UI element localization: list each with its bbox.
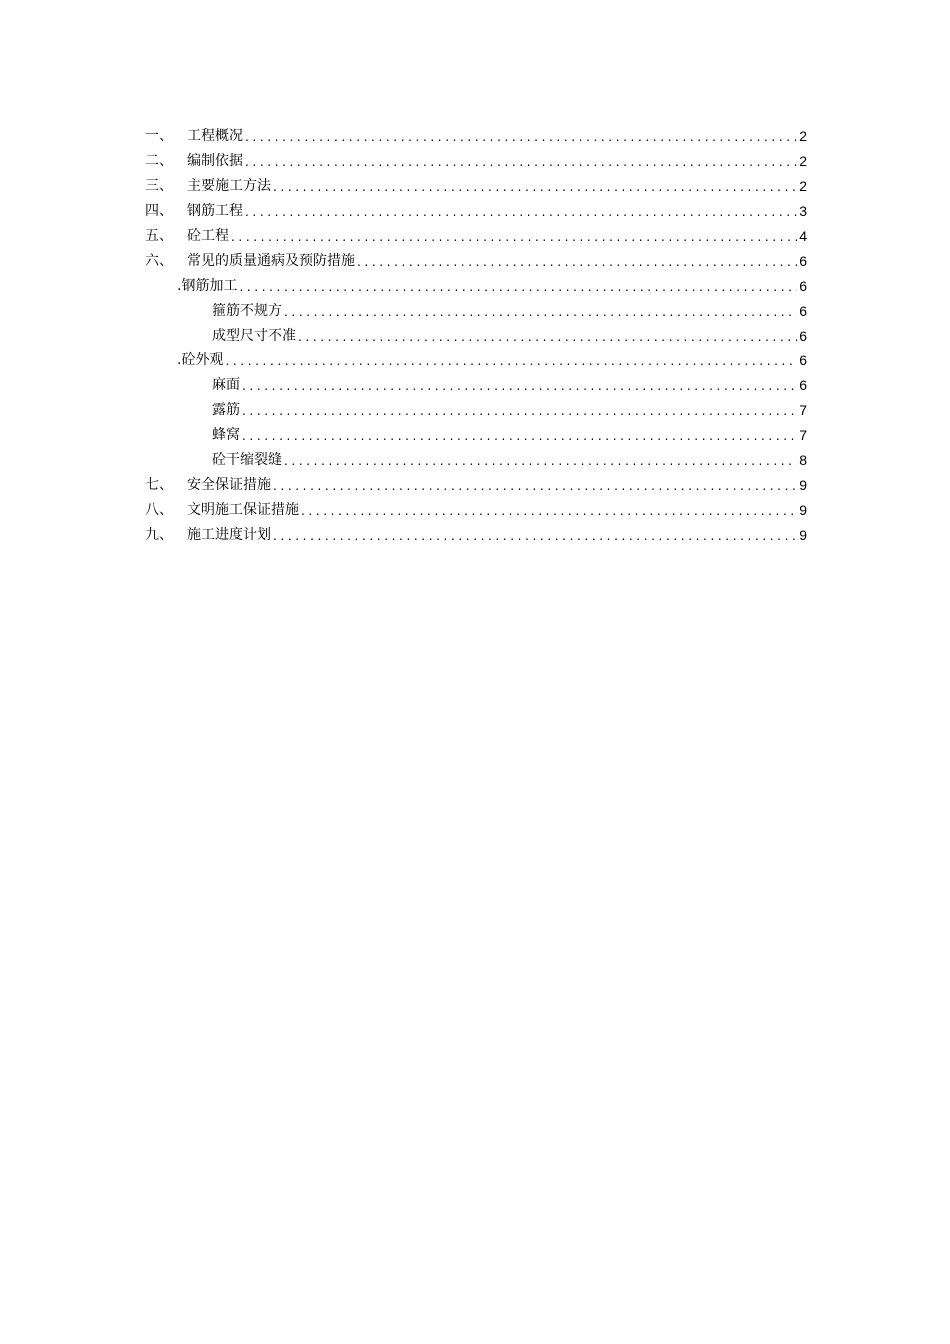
toc-entry-page: 4 [799, 228, 807, 244]
toc-entry-number: 一、 [145, 128, 173, 145]
toc-entry-page: 6 [799, 352, 807, 369]
toc-entry-title: 蜂窝 [212, 427, 240, 444]
toc-entry-page: 8 [799, 452, 807, 469]
dot-leader [242, 377, 797, 395]
toc-entry-number: 四、 [145, 203, 173, 220]
toc-entry-title: 成型尺寸不准 [212, 327, 296, 344]
toc-entry-title: 露筋 [212, 402, 240, 419]
toc-entry-page: 6 [799, 302, 807, 319]
table-of-contents [145, 124, 807, 547]
dot-leader [273, 477, 797, 495]
dot-leader [245, 203, 797, 221]
toc-entry[interactable] [145, 174, 807, 199]
dot-leader [273, 178, 797, 196]
toc-entry-number: 六、 [145, 252, 173, 269]
toc-entry-title: 麻面 [212, 377, 240, 394]
toc-entry[interactable] [145, 497, 807, 522]
toc-entry-title: 常见的质量通病及预防措施 [187, 252, 355, 269]
toc-entry-page: 9 [799, 501, 807, 518]
toc-entry-prefix: . [177, 277, 182, 294]
toc-entry-title: 施工进度计划 [187, 526, 271, 543]
toc-entry[interactable] [145, 149, 807, 174]
dot-leader [273, 527, 797, 545]
toc-entry-title: 砼外观 [181, 352, 224, 369]
toc-subentry[interactable] [145, 373, 807, 398]
dot-leader [225, 352, 797, 370]
dot-leader [284, 452, 797, 470]
toc-subentry[interactable] [145, 348, 807, 373]
toc-entry-page: 9 [799, 526, 807, 543]
toc-entry-page: 9 [799, 476, 807, 493]
toc-entry-page: 2 [799, 153, 807, 170]
dot-leader [242, 402, 797, 420]
toc-subentry[interactable] [145, 423, 807, 448]
toc-entry-prefix: . [177, 352, 182, 369]
toc-entry-page: 7 [799, 427, 807, 444]
toc-subentry[interactable] [145, 273, 807, 298]
toc-entry-title: 砼干缩裂缝 [212, 452, 282, 469]
toc-entry-page: 2 [799, 178, 807, 195]
dot-leader [242, 427, 797, 445]
toc-subentry[interactable] [145, 323, 807, 348]
toc-entry-number: 五、 [145, 228, 173, 244]
toc-subentry[interactable] [145, 448, 807, 473]
dot-leader [357, 253, 797, 271]
toc-entry-title: 工程概况 [187, 128, 243, 145]
toc-entry-page: 6 [799, 277, 807, 294]
toc-entry-number: 九、 [145, 526, 173, 543]
toc-entry-number: 八、 [145, 501, 173, 518]
toc-entry-page: 6 [799, 252, 807, 269]
toc-entry-title: 钢筋加工 [181, 277, 238, 294]
toc-entry-title: 编制依据 [187, 153, 243, 170]
toc-entry-number: 二、 [145, 153, 173, 170]
toc-entry[interactable] [145, 248, 807, 273]
toc-subentry[interactable] [145, 298, 807, 323]
toc-entry-page: 3 [799, 203, 807, 220]
dot-leader [239, 278, 797, 296]
toc-entry[interactable] [145, 124, 807, 149]
toc-entry-number: 三、 [145, 178, 173, 195]
toc-subentry[interactable] [145, 398, 807, 423]
toc-entry-number: 七、 [145, 476, 173, 493]
toc-entry-title: 文明施工保证措施 [187, 501, 299, 518]
toc-entry-page: 6 [799, 377, 807, 394]
dot-leader [245, 153, 797, 171]
toc-entry-title: 钢筋工程 [187, 203, 243, 220]
dot-leader [231, 228, 797, 246]
dot-leader [245, 128, 797, 146]
toc-entry-page: 6 [799, 327, 807, 344]
dot-leader [298, 328, 797, 346]
toc-entry-title: 安全保证措施 [187, 476, 271, 493]
toc-entry[interactable] [145, 224, 807, 249]
dot-leader [284, 303, 797, 321]
toc-entry-page: 2 [799, 128, 807, 145]
toc-entry-title: 砼工程 [187, 228, 229, 244]
toc-entry[interactable] [145, 199, 807, 224]
toc-entry-page: 7 [799, 402, 807, 419]
toc-entry-title: 主要施工方法 [187, 178, 271, 195]
toc-entry[interactable] [145, 522, 807, 547]
toc-entry[interactable] [145, 472, 807, 497]
dot-leader [301, 502, 797, 520]
toc-entry-title: 箍筋不规方 [212, 302, 282, 319]
